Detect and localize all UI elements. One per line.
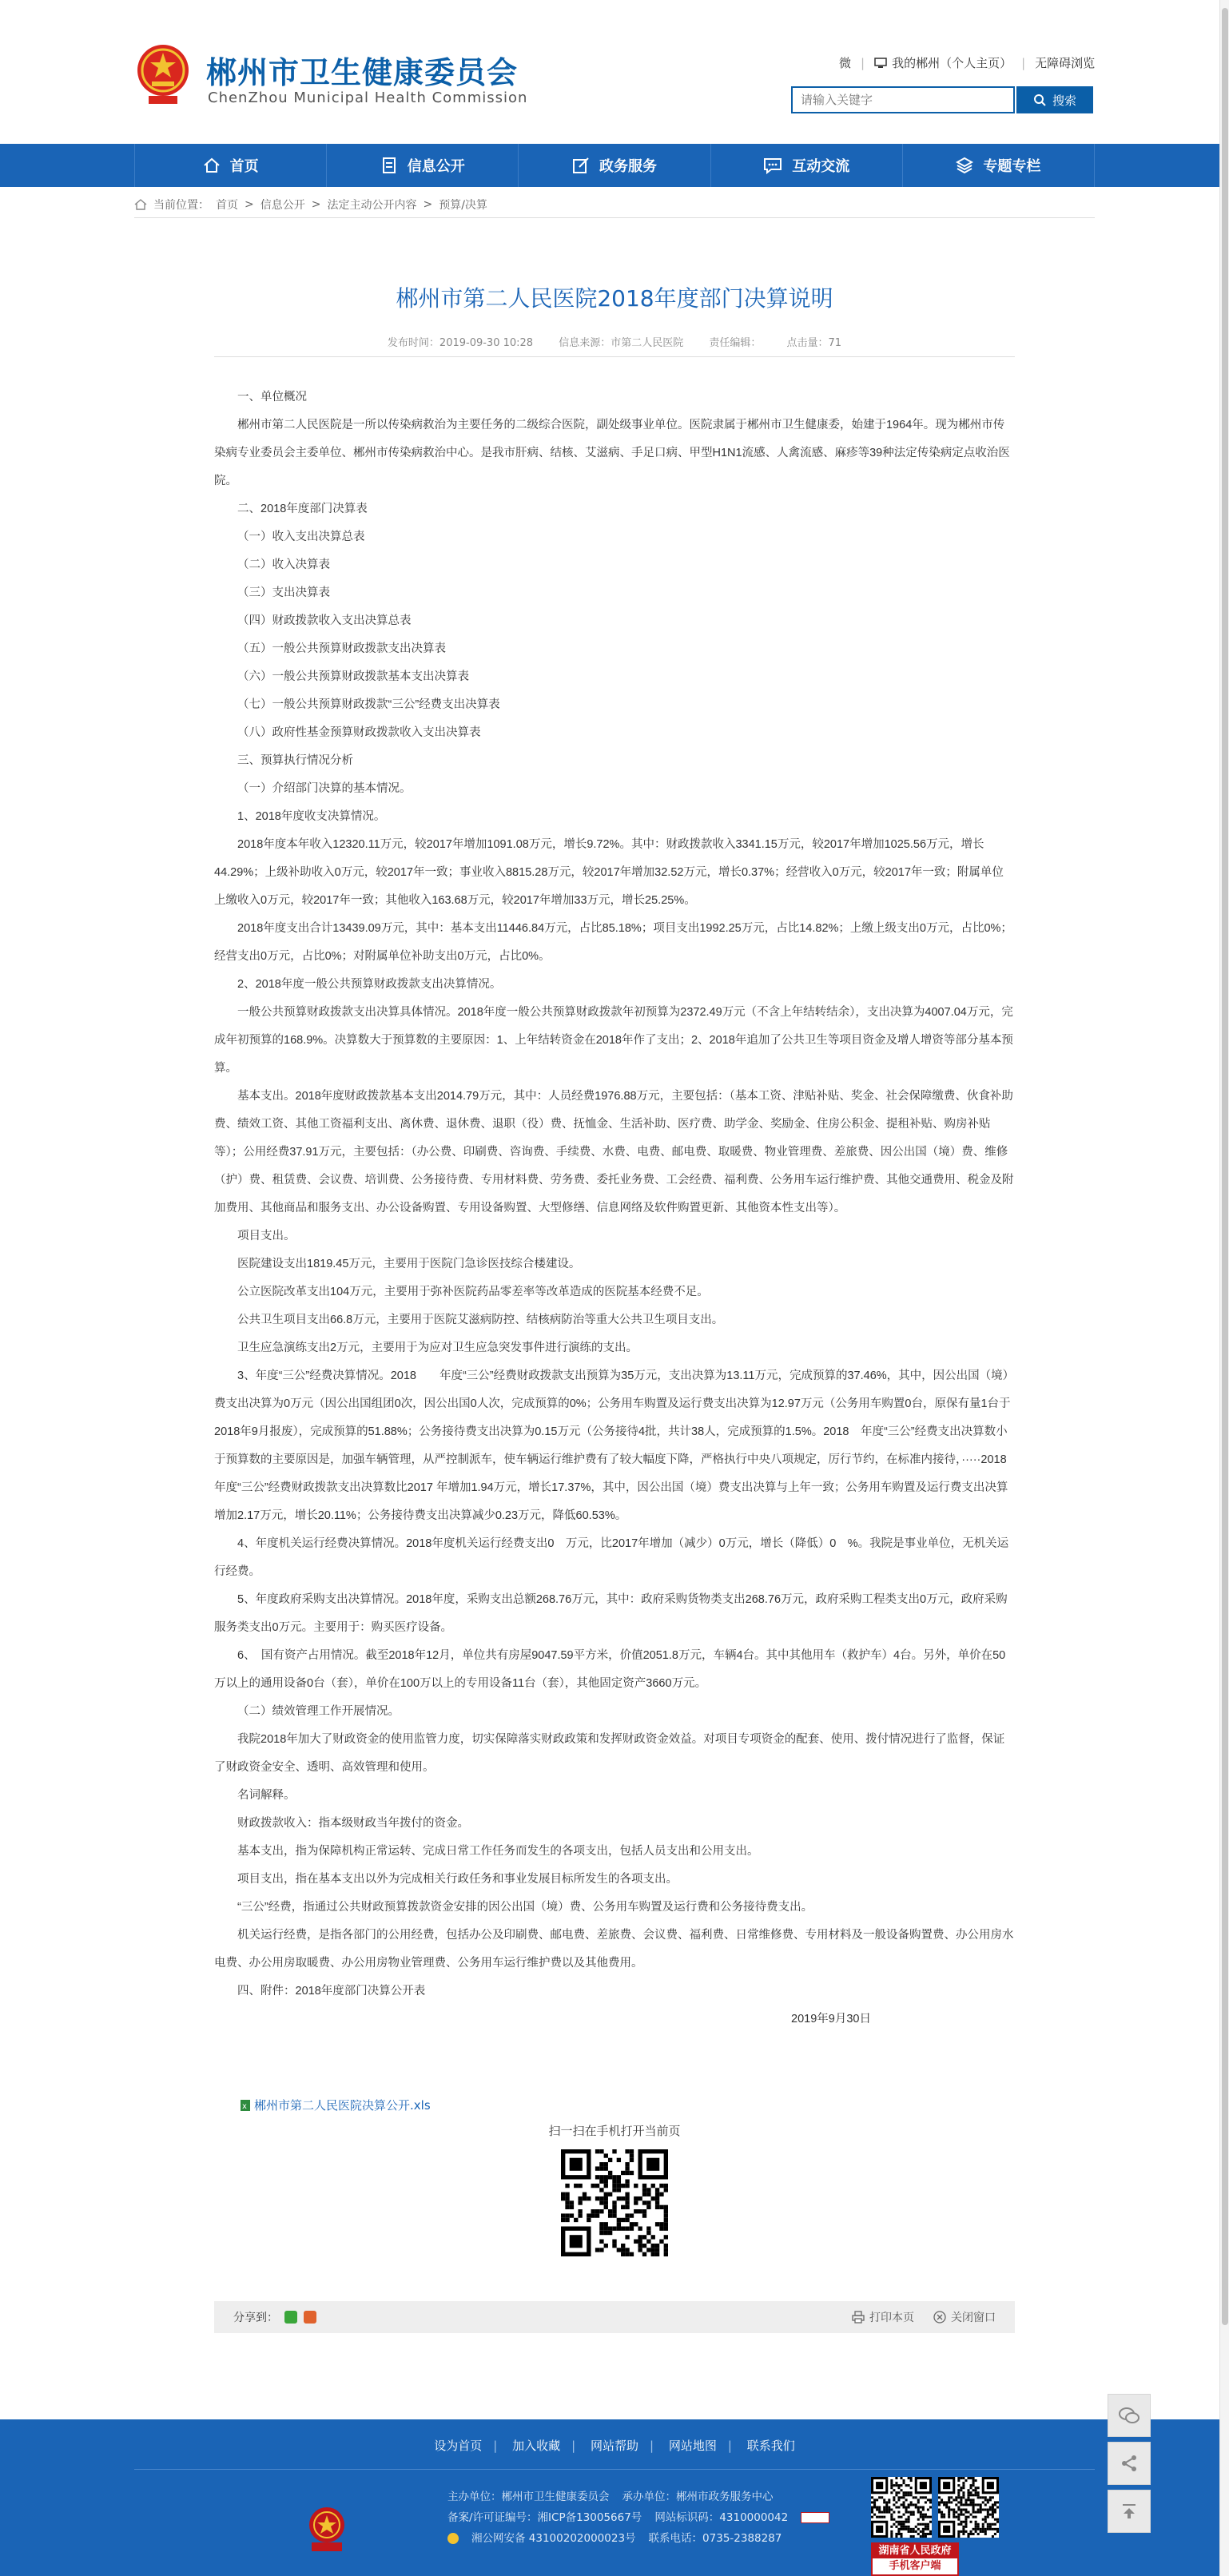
gov-badge-subtitle: 手机客户端 bbox=[889, 2560, 941, 2572]
gov-badge-title: 湖南省人民政府 bbox=[873, 2544, 957, 2558]
article-paragraph: （一）介绍部门决算的基本情况。 bbox=[237, 782, 412, 795]
footer-info bbox=[447, 2487, 829, 2549]
hunan-gov-app-badge[interactable] bbox=[871, 2542, 959, 2576]
article-paragraph: 财政拨款收入：指本级财政当年拨付的资金。 bbox=[237, 1817, 469, 1830]
breadcrumb-budget[interactable]: 预算/决算 bbox=[439, 199, 487, 212]
print-button[interactable] bbox=[852, 2309, 914, 2325]
article-paragraph: 医院建设支出1819.45万元，主要用于医院门急诊医技综合楼建设。 bbox=[237, 1258, 581, 1270]
print-label: 打印本页 bbox=[869, 2312, 914, 2324]
wechat-qr-code bbox=[871, 2477, 932, 2538]
footer-site-code: 网站标识码：4310000042 bbox=[654, 2511, 789, 2524]
nav-home-label: 首页 bbox=[229, 158, 259, 175]
article-paragraph: 三、预算执行情况分析 bbox=[237, 754, 353, 767]
article-paragraph: 郴州市第二人民医院是一所以传染病救治为主要任务的二级综合医院，副处级事业单位。医院隶属于郴州市卫生健康委，始建于1964年。现为郴州市传染病专业委员会主委单位、郴州市传染病救治中心。是我市肝病、结核、艾滋病、手足口病、甲型H1N1流感、人禽流感、麻疹等39种法定传染病定点收治医院。 bbox=[214, 419, 1010, 487]
article-paragraph: （四）财政拨款收入支出决算总表 bbox=[237, 614, 412, 627]
footer-phone: 联系电话：0735-2388287 bbox=[648, 2532, 782, 2545]
scrollbar-thumb[interactable] bbox=[1222, 8, 1228, 2325]
share-float-button[interactable] bbox=[1108, 2442, 1151, 2485]
publish-time: 发布时间：2019-09-30 10:28 bbox=[387, 337, 534, 349]
footer-organizer: 承办单位：郴州市政务服务中心 bbox=[622, 2491, 774, 2503]
breadcrumb-prefix: 当前位置： bbox=[153, 199, 209, 212]
share-bar bbox=[214, 2301, 1015, 2333]
wechat-icon bbox=[1118, 2406, 1140, 2425]
footer-links: 设为首页 | 加入收藏 | 网站帮助 | 网站地图 | 联系我们 bbox=[434, 2439, 795, 2453]
divider: | bbox=[861, 55, 865, 70]
article-paragraph: （八）政府性基金预算财政拨款收入支出决算表 bbox=[237, 726, 481, 739]
breadcrumb-separator: > bbox=[423, 198, 433, 211]
search-input[interactable] bbox=[791, 86, 1015, 113]
footer-police[interactable]: 湘公网安备 43100202000023号 bbox=[471, 2532, 636, 2545]
attachment-link[interactable] bbox=[240, 2097, 431, 2113]
article-paragraph: 1、2018年度收支决算情况。 bbox=[237, 810, 386, 823]
search-icon bbox=[1033, 93, 1046, 106]
article-paragraph: 2018年度本年收入12320.11万元，较2017年增加1091.08万元，增长9.72%。其中：财政拨款收入3341.15万元，较2017年增加1025.56万元，增长44.29%；上级补助收入0万元，较2017年一致；事业收入8815.28万元，较2017年增加32.52万元，增长0.37%；经营收入0万元，较2017年一致；附属单位上缴收入0万元，较2017年一致；其他收入163.68万元，较2017年增加33万元，增长25.25%。 bbox=[214, 838, 1004, 907]
article-body bbox=[214, 384, 1015, 2033]
weibo-share-icon[interactable] bbox=[304, 2311, 316, 2324]
divider bbox=[134, 217, 1095, 218]
share-label: 分享到： bbox=[233, 2312, 278, 2324]
svg-text:x: x bbox=[242, 2101, 247, 2111]
site-footer bbox=[0, 2419, 1229, 2576]
footer-link-set-home[interactable]: 设为首页 bbox=[434, 2439, 483, 2453]
breadcrumb-separator: > bbox=[311, 198, 321, 211]
footer-icp[interactable]: 备案/许可证编号：湘ICP备13005667号 bbox=[447, 2511, 642, 2524]
article-paragraph: 我院2018年加大了财政资金的使用监管力度，切实保障落实财政政策和发挥财政资金效益。对项目专项资金的配套、使用、拨付情况进行了监督，保证了财政资金安全、透明、高效管理和使用。 bbox=[214, 1733, 1005, 1774]
layers-icon bbox=[956, 157, 973, 174]
article-paragraph: 卫生应急演练支出2万元，主要用于为应对卫生应急突发事件进行演练的支出。 bbox=[237, 1342, 638, 1354]
my-chenzhou-label: 我的郴州（个人主页） bbox=[892, 56, 1012, 70]
footer-link-sitemap[interactable]: 网站地图 bbox=[668, 2439, 717, 2453]
article-paragraph: 公共卫生项目支出66.8万元，主要用于医院艾滋病防控、结核病防治等重大公共卫生项目支出。 bbox=[237, 1314, 724, 1326]
error-correction-icon[interactable] bbox=[801, 2512, 829, 2523]
top-links bbox=[839, 54, 1095, 71]
nav-special-topics-label: 专题专栏 bbox=[983, 158, 1041, 175]
main-nav bbox=[0, 144, 1229, 187]
article-paragraph: 机关运行经费，是指各部门的公用经费，包括办公及印刷费、邮电费、差旅费、会议费、福利费、日常维修费、专用材料及一般设备购置费、办公用房水电费、办公用房取暖费、办公用房物业管理费、公务用车运行维护费以及其他费用。 bbox=[214, 1929, 1014, 1970]
article-paragraph: 3、年度“三公”经费决算情况。2018 年度“三公”经费财政拨款支出预算为35万元，支出决算为13.11万元，完成预算的37.46%，其中，因公出国（境）费支出决算为0万元（因公出国组团0次，因公出国0人次，完成预算的0%；公务用车购置及运行费支出决算为12.97万元（公务用车购置0台，原保有量1台于2018年9月报废），完成预算的51.88%；公务接待费支出决算为0.15万元（公务接待4批，共计38人，完成预算的1.5%。2018 年度“三公”经费支出决算数小于预算数的主要原因是，加强车辆管理，从严控制派车，使车辆运行维护费有了较大幅度下降，严格执行中央八项规定，厉行节约，在标准内接待，·····2018 年度“三公”经费财政拨款支出决算数比2017 年增加1.94万元，增长17.37%，其中，因公出国（境）费支出决算与上年一致；公务用车购置及运行费支出决算增加2.17万元，增长20.11%；公务接待费支出决算减少0.23万元，降低60.53%。 bbox=[214, 1369, 1015, 1522]
article-paragraph: 名词解释。 bbox=[237, 1789, 296, 1802]
breadcrumb-home[interactable]: 首页 bbox=[216, 199, 238, 212]
article-paragraph: 四、附件：2018年度部门决算公开表 bbox=[237, 1985, 426, 1998]
article-paragraph: 2018年度支出合计13439.09万元，其中：基本支出11446.84万元，占比85.18%；项目支出1992.25万元，占比14.82%；上缴上级支出0万元，占比0%；经营支出0万元，占比0%；对附属单位补助支出0万元，占比0%。 bbox=[214, 922, 1012, 963]
edit-icon bbox=[572, 157, 590, 174]
footer-host: 主办单位：郴州市卫生健康委员会 bbox=[447, 2491, 610, 2503]
site-subtitle: ChenZhou Municipal Health Commission bbox=[208, 89, 528, 106]
footer-link-contact[interactable]: 联系我们 bbox=[746, 2439, 795, 2453]
close-window-button[interactable] bbox=[933, 2309, 996, 2325]
weibo-link[interactable] bbox=[839, 54, 851, 71]
weibo-icon: 微 bbox=[839, 56, 852, 70]
nav-interaction[interactable] bbox=[711, 144, 903, 187]
back-to-top-button[interactable] bbox=[1108, 2490, 1151, 2533]
article-paragraph: （三）支出决算表 bbox=[237, 586, 330, 599]
qr-label: 扫一扫在手机打开当前页 bbox=[548, 2124, 681, 2138]
article-paragraph: 公立医院改革支出104万元，主要用于弥补医院药品零差率等改革造成的医院基本经费不足。 bbox=[237, 1286, 709, 1298]
home-icon bbox=[134, 199, 147, 210]
site-title[interactable]: 郴州市卫生健康委员会 bbox=[206, 55, 519, 90]
divider: | bbox=[1021, 55, 1026, 70]
home-icon bbox=[203, 157, 221, 174]
article-paragraph: （一）收入支出决算总表 bbox=[237, 531, 365, 543]
article-paragraph: （七）一般公共预算财政拨款“三公”经费支出决算表 bbox=[237, 698, 500, 711]
article-paragraph: 基本支出。2018年度财政拨款基本支出2014.79万元，其中：人员经费1976.88万元，主要包括：（基本工资、津贴补贴、奖金、社会保障缴费、伙食补助费、绩效工资、其他工资福利支出、离休费、退休费、退职（役）费、抚恤金、生活补助、医疗费、助学金、奖励金、住房公积金、提租补贴、购房补贴等）；公用经费37.91万元，主要包括：（办公费、印刷费、咨询费、手续费、水费、电费、邮电费、取暖费、物业管理费、差旅费、因公出国（境）费、维修（护）费、租赁费、会议费、培训费、公务接待费、专用材料费、劳务费、委托业务费、工会经费、福利费、公务用车运行维护费、其他交通费用、税金及附加费用、其他商品和服务支出、办公设备购置、专用设备购置、大型修缮、信息网络及软件购置更新、其他资本性支出等）。 bbox=[214, 1090, 1014, 1214]
close-icon bbox=[933, 2311, 946, 2324]
my-chenzhou-link[interactable] bbox=[874, 54, 1012, 71]
nav-info-public-label: 信息公开 bbox=[407, 158, 465, 175]
chat-icon bbox=[763, 157, 782, 174]
article-paragraph: （二）收入决算表 bbox=[237, 559, 330, 571]
footer-link-favorite[interactable]: 加入收藏 bbox=[512, 2439, 561, 2453]
party-gov-badge-icon[interactable] bbox=[307, 2506, 347, 2552]
article-paragraph: 5、年度政府采购支出决算情况。2018年度，采购支出总额268.76万元，其中：政府采购货物类支出268.76万元，政府采购工程类支出0万元，政府采购服务类支出0万元。主要用于：购买医疗设备。 bbox=[214, 1593, 1008, 1634]
breadcrumb-separator: > bbox=[245, 198, 254, 211]
article-paragraph: 6、 国有资产占用情况。截至2018年12月，单位共有房屋9047.59平方米，价值2051.8万元，车辆4台。其中其他用车（救护车）4台。另外，单价在50万以上的通用设备0台（套），单价在100万以上的专用设备11台（套），其他固定资产3660万元。 bbox=[214, 1649, 1006, 1690]
nav-info-public[interactable] bbox=[327, 144, 519, 187]
nav-gov-service[interactable] bbox=[519, 144, 710, 187]
nav-special-topics[interactable] bbox=[903, 144, 1095, 187]
breadcrumb-statutory[interactable]: 法定主动公开内容 bbox=[327, 199, 417, 212]
article-date: 2019年9月30日 bbox=[791, 2013, 871, 2025]
article-paragraph: 项目支出，指在基本支出以外为完成相关行政任务和事业发展目标所发生的各项支出。 bbox=[237, 1873, 678, 1886]
document-icon bbox=[380, 157, 398, 174]
share-icon bbox=[1120, 2454, 1139, 2473]
monitor-icon bbox=[874, 58, 887, 69]
search-button-label: 搜索 bbox=[1052, 93, 1076, 108]
article-paragraph: 2、2018年度一般公共预算财政拨款支出决算情况。 bbox=[237, 978, 502, 991]
click-count: 点击量：71 bbox=[786, 337, 842, 349]
article-paragraph: （五）一般公共预算财政拨款支出决算表 bbox=[237, 642, 446, 655]
attachment-name: 郴州市第二人民医院决算公开.xls bbox=[254, 2098, 431, 2113]
search-button[interactable] bbox=[1016, 86, 1093, 113]
wechat-float-button[interactable] bbox=[1108, 2394, 1151, 2437]
accessible-link[interactable]: 无障碍浏览 bbox=[1035, 56, 1096, 70]
article-paragraph: （六）一般公共预算财政拨款基本支出决算表 bbox=[237, 670, 469, 683]
info-source: 信息来源：市第二人民医院 bbox=[559, 337, 684, 349]
nav-home[interactable] bbox=[134, 144, 327, 187]
footer-link-help[interactable]: 网站帮助 bbox=[590, 2439, 638, 2453]
article-paragraph: 项目支出。 bbox=[237, 1230, 296, 1242]
page-scrollbar[interactable] bbox=[1219, 0, 1229, 2576]
article-paragraph: 一、单位概况 bbox=[237, 391, 307, 403]
excel-file-icon bbox=[240, 2099, 251, 2112]
article-paragraph: （二）绩效管理工作开展情况。 bbox=[237, 1705, 400, 1718]
breadcrumb-info-public[interactable]: 信息公开 bbox=[260, 199, 305, 212]
divider bbox=[214, 356, 1015, 357]
page-qr-code bbox=[561, 2149, 668, 2256]
side-float-toolbar bbox=[1108, 2394, 1151, 2538]
arrow-up-icon bbox=[1120, 2502, 1139, 2521]
app-qr-code bbox=[938, 2477, 999, 2538]
divider bbox=[134, 2469, 1095, 2470]
article-paragraph: 基本支出，指为保障机构正常运转、完成日常工作任务而发生的各项支出，包括人员支出和公用支出。 bbox=[237, 1845, 759, 1858]
national-emblem-icon[interactable] bbox=[134, 40, 192, 107]
article-meta bbox=[214, 334, 1015, 349]
article-paragraph: “三公”经费，指通过公共财政预算拨款资金安排的因公出国（境）费、公务用车购置及运行费和公务接待费支出。 bbox=[237, 1901, 813, 1914]
nav-interaction-label: 互动交流 bbox=[792, 158, 850, 175]
site-header bbox=[0, 0, 1229, 144]
wechat-share-icon[interactable] bbox=[284, 2311, 297, 2324]
article-paragraph: 4、年度机关运行经费决算情况。2018年度机关运行经费支出0 万元，比2017年增加（减少）0万元，增长（降低）0 %。我院是事业单位，无机关运行经费。 bbox=[214, 1537, 1009, 1578]
editor: 责任编辑： bbox=[709, 337, 762, 349]
close-label: 关闭窗口 bbox=[951, 2312, 996, 2324]
nav-gov-service-label: 政务服务 bbox=[599, 158, 657, 175]
article-title: 郴州市第二人民医院2018年度部门决算说明 bbox=[396, 285, 833, 312]
breadcrumb bbox=[134, 197, 487, 213]
article-paragraph: 一般公共预算财政拨款支出决算具体情况。2018年度一般公共预算财政拨款年初预算为2372.49万元（不含上年结转结余），支出决算为4007.04万元，完成年初预算的168.9%。决算数大于预算数的主要原因：1、上年结转资金在2018年作了支出；2、2018年追加了公共卫生等项目资金及增人增资等部分基本预算。 bbox=[214, 1006, 1013, 1075]
article-paragraph: 二、2018年度部门决算表 bbox=[237, 503, 368, 515]
printer-icon bbox=[852, 2311, 865, 2324]
police-icon bbox=[447, 2533, 459, 2544]
